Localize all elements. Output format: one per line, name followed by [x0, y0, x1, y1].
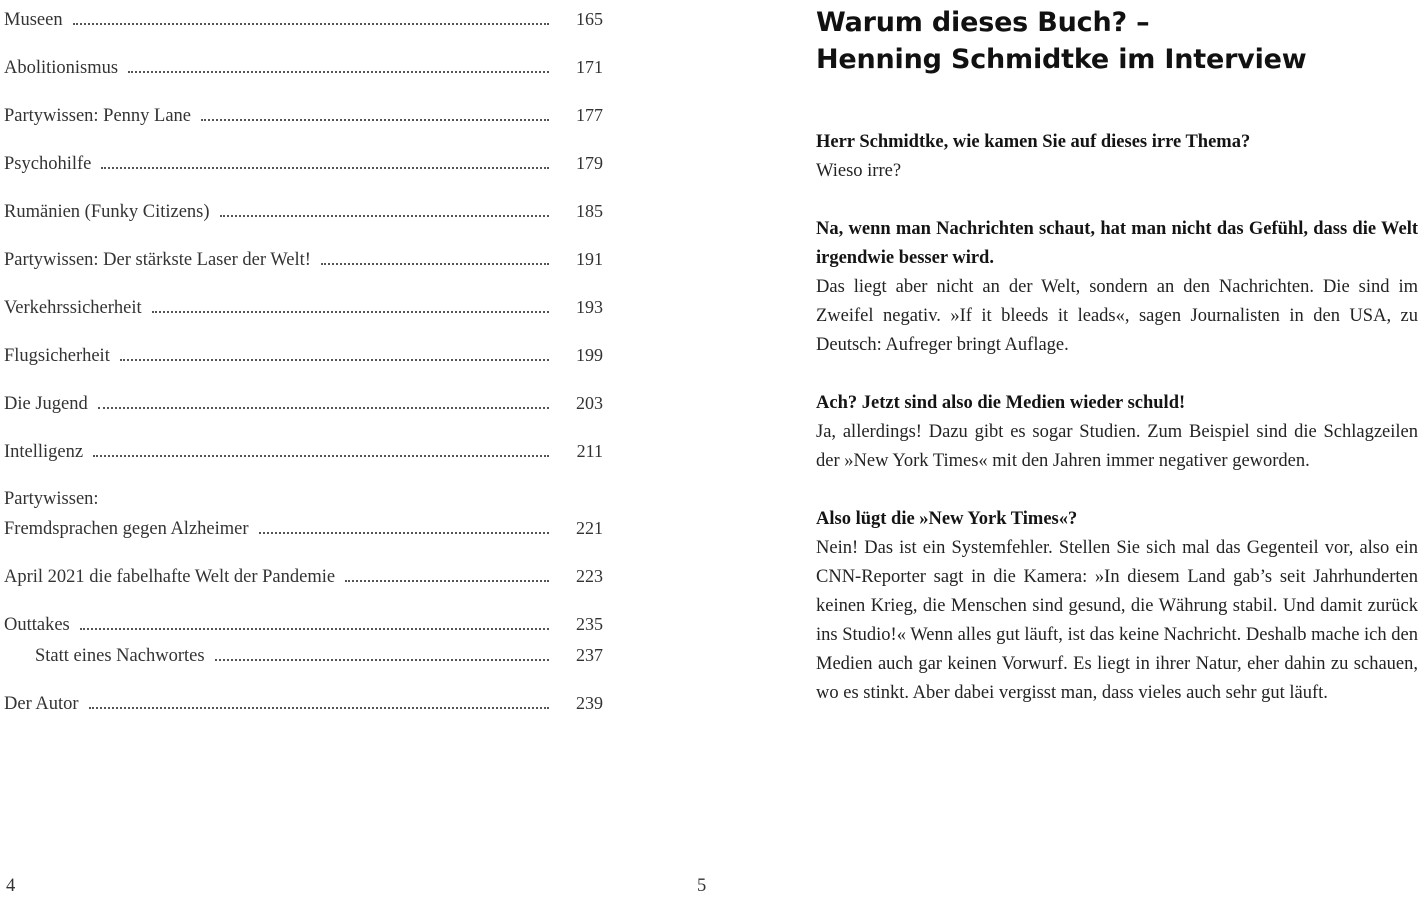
toc-entry: [4, 247, 603, 273]
toc-entry-label: Intelligenz: [4, 442, 84, 462]
dotted-leader: [120, 351, 549, 361]
dotted-leader: [89, 699, 550, 709]
dotted-leader: [215, 651, 549, 661]
toc-entry-label: Fremdsprachen gegen Alzheimer: [4, 519, 249, 539]
qa-block: [816, 505, 1418, 708]
interview-answer: Das liegt aber nicht an der Welt, sondern an den Nachrichten. Die sind im Zweifel negativ. »If it bleeds it leads«, sagen Journalisten in den USA, zu Deutsch: Aufreger bringt Auflage.: [816, 277, 1418, 355]
qa-block: [816, 128, 1418, 186]
interview-answer: Ja, allerdings! Dazu gibt es sogar Studien. Zum Beispiel sind die Schlagzeilen der »New York Times« mit den Jahren immer negativer geworden.: [816, 422, 1418, 471]
dotted-leader: [220, 207, 549, 217]
toc-entry-page: 235: [576, 614, 603, 634]
toc-entry: [4, 295, 603, 321]
chapter-title-line2: Henning Schmidtke im Interview: [816, 44, 1307, 75]
interview-question: Ach? Jetzt sind also die Medien wieder schuld!: [816, 393, 1186, 413]
dotted-leader: [101, 159, 549, 169]
dotted-leader: [73, 15, 549, 25]
toc-entry-page: 179: [576, 153, 603, 173]
toc-entry-label: Psychohilfe: [4, 154, 92, 174]
chapter-title-line1: Warum dieses Buch? –: [816, 7, 1150, 38]
toc-entry-label: Die Jugend: [4, 394, 88, 414]
toc-entry-page: 203: [576, 393, 603, 413]
toc-entry: [4, 103, 603, 129]
toc-entry: [4, 55, 603, 81]
toc-entry: [4, 7, 603, 33]
dotted-leader: [345, 572, 549, 582]
qa-block: [816, 215, 1418, 360]
toc-entry-label-line1: Partywissen:: [4, 489, 99, 509]
toc-entry-page: 193: [576, 297, 603, 317]
qa-block: [816, 389, 1418, 476]
toc-entry: [4, 439, 603, 465]
toc-entry-page: 221: [576, 518, 603, 538]
dotted-leader: [259, 524, 549, 534]
toc-entry: [4, 151, 603, 177]
dotted-leader: [98, 399, 549, 409]
toc-entry: [4, 391, 603, 417]
toc-entry-page: 191: [576, 249, 603, 269]
toc-entry-label: Partywissen: Der stärkste Laser der Welt!: [4, 250, 311, 270]
dotted-leader: [128, 63, 549, 73]
toc-entry-sub: [35, 643, 603, 669]
toc-entry-label: Rumänien (Funky Citizens): [4, 202, 210, 222]
dotted-leader: [93, 447, 549, 457]
chapter-title: [816, 4, 1418, 78]
dotted-leader: [321, 255, 549, 265]
toc-entry-page: 171: [576, 57, 603, 77]
toc-entry: [4, 343, 603, 369]
interview-answer: Wieso irre?: [816, 161, 902, 181]
toc-entry: [4, 691, 603, 717]
page-number-left: 4: [6, 876, 16, 896]
interview-answer: Nein! Das ist ein Systemfehler. Stellen Sie sich mal das Gegenteil vor, also ein CNN-Reporter sagt in die Kamera: »In diesem Land gab’s seit Jahrhunderten keinen Krieg, die Menschen sind gesund, die Währung stabil. Und damit zurück ins Studio!« Wenn alles gut läuft, ist das keine Nachricht. Deshalb mache ich den Medien auch gar keinen Vorwurf. Es liegt in ihrer Natur, eher dahin zu schauen, wo es stinkt. Aber dabei vergisst man, dass vieles auch sehr gut läuft.: [816, 538, 1418, 703]
toc-entry-label: Abolitionismus: [4, 58, 119, 78]
toc-entry-page: 165: [576, 9, 603, 29]
interview-question: Na, wenn man Nachrichten schaut, hat man nicht das Gefühl, dass die Welt irgendwie besser wird.: [816, 219, 1418, 268]
toc-page: [4, 7, 603, 739]
toc-entry-page: 223: [576, 566, 603, 586]
toc-entry-page: 237: [576, 645, 603, 665]
toc-entry-page: 199: [576, 345, 603, 365]
page-number-right: 5: [697, 876, 707, 896]
toc-entry-label: Der Autor: [4, 694, 79, 714]
dotted-leader: [80, 620, 549, 630]
toc-entry-label: Statt eines Nachwortes: [35, 646, 205, 666]
toc-entry: [4, 612, 603, 638]
dotted-leader: [201, 111, 549, 121]
toc-entry: [4, 564, 603, 590]
toc-entry: [4, 487, 603, 542]
toc-entry-label: Partywissen: Penny Lane: [4, 106, 192, 126]
toc-entry: [4, 199, 603, 225]
toc-entry-label: Flugsicherheit: [4, 346, 110, 366]
toc-entry-label: Museen: [4, 10, 63, 30]
toc-entry-page: 211: [576, 441, 603, 461]
toc-entry-line2: [4, 516, 603, 542]
toc-entry-label: Outtakes: [4, 615, 70, 635]
interview-question: Herr Schmidtke, wie kamen Sie auf dieses irre Thema?: [816, 132, 1251, 152]
interview-question: Also lügt die »New York Times«?: [816, 509, 1078, 529]
dotted-leader: [152, 303, 549, 313]
toc-entry-label: Verkehrssicherheit: [4, 298, 142, 318]
toc-entry-page: 177: [576, 105, 603, 125]
toc-entry-label: April 2021 die fabelhafte Welt der Pandemie: [4, 567, 336, 587]
toc-entry-page: 239: [576, 693, 603, 713]
interview-page: [816, 4, 1418, 737]
toc-entry-page: 185: [576, 201, 603, 221]
